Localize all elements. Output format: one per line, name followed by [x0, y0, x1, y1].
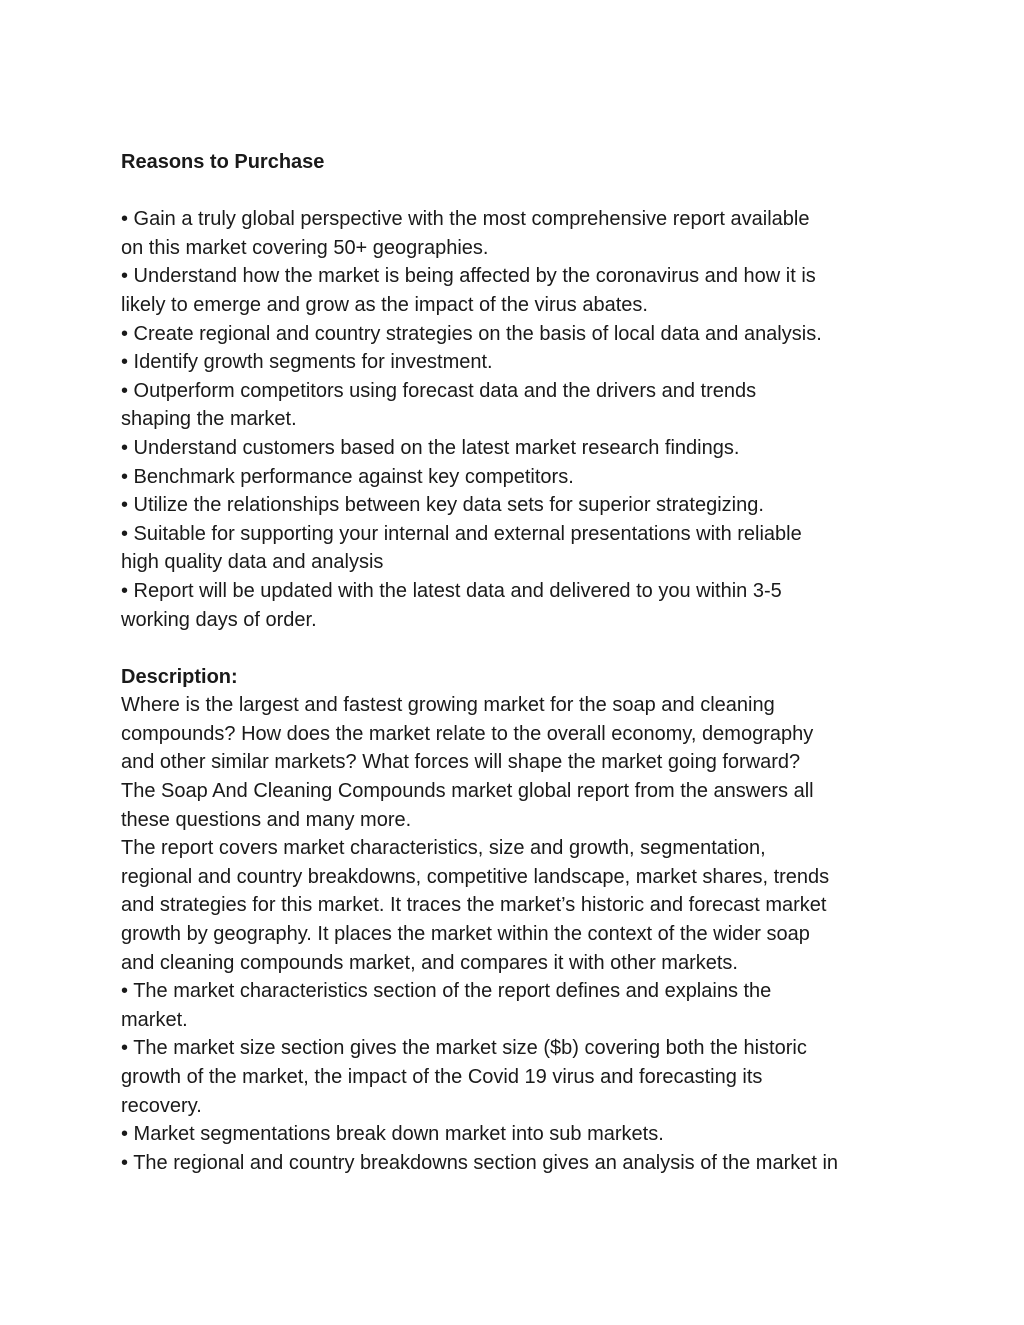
reasons-heading: Reasons to Purchase [121, 151, 325, 173]
reasons-line: high quality data and analysis [121, 551, 384, 574]
reasons-line: on this market covering 50+ geographies. [121, 236, 489, 259]
description-line: regional and country breakdowns, competitive landscape, market shares, trends [121, 865, 830, 888]
description-line: • The regional and country breakdowns section gives an analysis of the market in [121, 1151, 839, 1174]
reasons-line: • Report will be updated with the latest data and delivered to you within 3-5 [121, 579, 782, 602]
document-page [121, 148, 911, 1177]
spacer [121, 634, 911, 663]
reasons-list [121, 205, 911, 634]
description-line: and other similar markets? What forces will shape the market going forward? [121, 751, 801, 774]
description-body [121, 691, 911, 1177]
description-line: • Market segmentations break down market into sub markets. [121, 1123, 664, 1146]
reasons-line: likely to emerge and grow as the impact of the virus abates. [121, 293, 648, 316]
description-line: growth of the market, the impact of the Covid 19 virus and forecasting its [121, 1066, 763, 1088]
reasons-line: • Understand how the market is being affected by the coronavirus and how it is [121, 265, 816, 288]
reasons-line: • Identify growth segments for investment. [121, 351, 493, 374]
description-line: market. [121, 1008, 188, 1031]
description-line: Where is the largest and fastest growing market for the soap and cleaning [121, 694, 775, 717]
description-line: growth by geography. It places the market within the context of the wider soap [121, 923, 810, 946]
reasons-line: • Suitable for supporting your internal and external presentations with reliable [121, 522, 802, 545]
reasons-line: • Utilize the relationships between key data sets for superior strategizing. [121, 494, 764, 517]
description-heading: Description: [121, 665, 238, 688]
description-line: • The market characteristics section of the report defines and explains the [121, 980, 772, 1003]
description-line: The Soap And Cleaning Compounds market global report from the answers all [121, 780, 814, 803]
description-line: these questions and many more. [121, 808, 412, 831]
reasons-line: shaping the market. [121, 408, 297, 431]
reasons-line: • Create regional and country strategies on the basis of local data and analysis. [121, 322, 822, 345]
description-line: and strategies for this market. It traces the market’s historic and forecast market [121, 894, 827, 917]
spacer [121, 177, 911, 206]
reasons-line: • Benchmark performance against key competitors. [121, 465, 574, 488]
description-line: The report covers market characteristics, size and growth, segmentation, [121, 837, 766, 860]
description-line: recovery. [121, 1094, 202, 1117]
reasons-line: • Outperform competitors using forecast data and the drivers and trends [121, 379, 757, 402]
description-line: compounds? How does the market relate to the overall economy, demography [121, 722, 814, 745]
description-line: • The market size section gives the market size ($b) covering both the historic [121, 1037, 807, 1060]
reasons-line: working days of order. [121, 608, 317, 631]
reasons-line: • Understand customers based on the latest market research findings. [121, 436, 740, 459]
description-line: and cleaning compounds market, and compares it with other markets. [121, 951, 738, 974]
reasons-line: • Gain a truly global perspective with the most comprehensive report available [121, 208, 810, 231]
